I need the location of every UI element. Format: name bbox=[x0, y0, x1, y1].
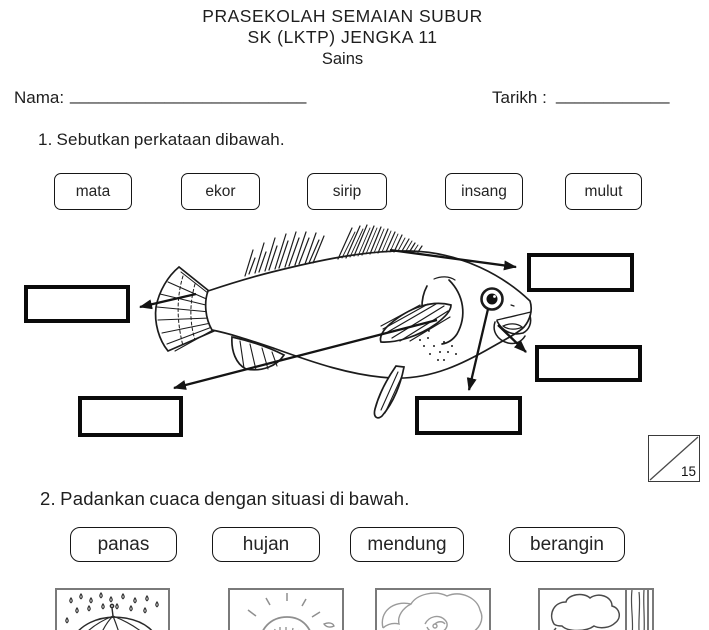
answer-box-eye[interactable] bbox=[415, 396, 522, 435]
score-box bbox=[648, 435, 700, 482]
fish-drawing bbox=[156, 225, 532, 418]
question1-instruction: 1. Sebutkan perkataan dibawah. bbox=[38, 130, 285, 149]
word-option-mata[interactable]: mata bbox=[54, 173, 132, 210]
answer-box-tail[interactable] bbox=[24, 285, 130, 323]
word-option-mendung[interactable]: mendung bbox=[350, 527, 464, 562]
date-label: Tarikh : bbox=[492, 88, 547, 107]
word-option-ekor[interactable]: ekor bbox=[181, 173, 260, 210]
arrow-to-dorsal-fin-box bbox=[390, 250, 516, 267]
word-option-mulut[interactable]: mulut bbox=[565, 173, 642, 210]
rain-umbrella-icon bbox=[57, 590, 168, 630]
answer-box-dorsal-fin[interactable] bbox=[527, 253, 634, 292]
word-option-insang[interactable]: insang bbox=[445, 173, 523, 210]
score-total: 15 bbox=[680, 464, 696, 479]
word-option-panas[interactable]: panas bbox=[70, 527, 177, 562]
arrow-to-tail-box bbox=[140, 294, 196, 307]
worksheet-header bbox=[0, 6, 685, 69]
subject-title: Sains bbox=[321, 49, 364, 68]
weather-picture-cloudy[interactable] bbox=[375, 588, 491, 630]
pointer-arrows bbox=[140, 250, 526, 390]
arrow-to-eye-box bbox=[469, 309, 488, 390]
weather-picture-rainy[interactable] bbox=[55, 588, 170, 630]
name-blank-field[interactable]: _________________________ bbox=[70, 85, 307, 104]
dark-cloud-icon bbox=[377, 590, 489, 630]
weather-picture-sunny[interactable] bbox=[228, 588, 344, 630]
arrow-to-gill-box bbox=[174, 320, 437, 388]
sun-icon bbox=[230, 590, 342, 630]
word-option-hujan[interactable]: hujan bbox=[212, 527, 320, 562]
fish-eye bbox=[482, 289, 503, 310]
question2-instruction: 2. Padankan cuaca dengan situasi di bawah. bbox=[40, 488, 410, 509]
answer-box-mouth[interactable] bbox=[535, 345, 642, 382]
cloud-tree-icon bbox=[540, 590, 652, 630]
answer-box-gill[interactable] bbox=[78, 396, 183, 437]
date-blank-field[interactable]: ____________ bbox=[556, 85, 670, 104]
word-option-berangin[interactable]: berangin bbox=[509, 527, 625, 562]
school-branch: SK (LKTP) JENGKA 11 bbox=[247, 27, 438, 48]
name-label: Nama: bbox=[14, 88, 65, 107]
weather-picture-windy[interactable] bbox=[538, 588, 654, 630]
arrow-to-mouth-box bbox=[498, 325, 526, 352]
word-option-sirip[interactable]: sirip bbox=[307, 173, 387, 210]
school-name: PRASEKOLAH SEMAIAN SUBUR bbox=[202, 6, 483, 26]
